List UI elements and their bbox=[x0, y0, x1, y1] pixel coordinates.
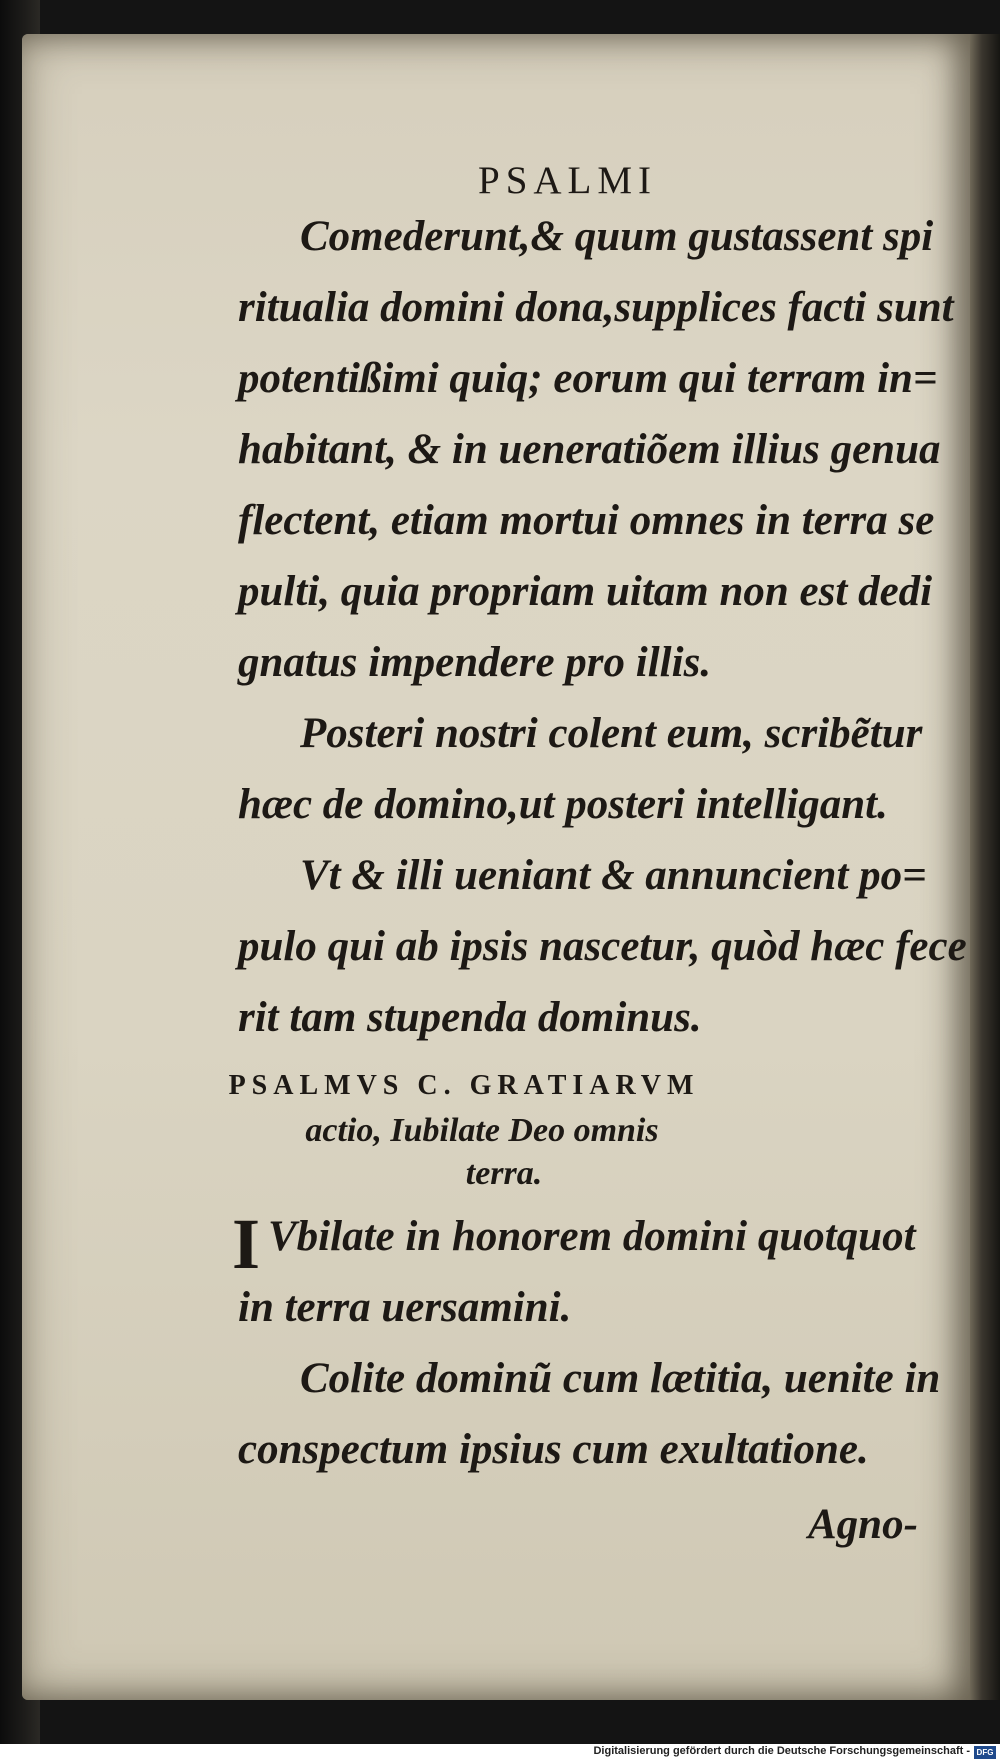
body-line: hæc de domino,ut posteri intelligant. bbox=[238, 781, 888, 828]
psalm-heading-subtitle: actio, Iubilate Deo omnis bbox=[305, 1112, 659, 1149]
drop-capital: I bbox=[232, 1204, 261, 1284]
body-line: pulti, quia propriam uitam non est dedi bbox=[238, 568, 933, 615]
footer-credit: Digitalisierung gefördert durch die Deutsche Forschungsgemeinschaft - bbox=[593, 1745, 970, 1757]
body-line: potentißimi quiq; eorum qui terram in= bbox=[238, 355, 938, 402]
psalm-line: in terra uersamini. bbox=[238, 1284, 572, 1331]
body-line: gnatus impendere pro illis. bbox=[238, 639, 712, 686]
dfg-logo: DFG bbox=[974, 1746, 996, 1759]
psalm-heading-title: PSALMVS C. GRATIARVM bbox=[228, 1070, 700, 1101]
body-line: habitant, & in ueneratiõem illius genua bbox=[238, 426, 941, 473]
body-line: ritualia domini dona,supplices facti sunt bbox=[238, 284, 954, 331]
body-line: flectent, etiam mortui omnes in terra se bbox=[238, 497, 935, 544]
catchword: Agno- bbox=[808, 1501, 918, 1548]
psalm-heading-subtitle-end: terra. bbox=[465, 1155, 543, 1192]
running-head: PSALMI bbox=[478, 159, 658, 202]
body-line: Vt & illi ueniant & annuncient po= bbox=[300, 852, 927, 899]
body-line: rit tam stupenda dominus. bbox=[238, 994, 702, 1041]
psalm-line: conspectum ipsius cum exultatione. bbox=[238, 1426, 869, 1473]
body-line: pulo qui ab ipsis nascetur, quòd hæc fece bbox=[238, 923, 967, 970]
body-line: Posteri nostri colent eum, scribẽtur bbox=[300, 710, 923, 757]
body-line: Comederunt,& quum gustassent spi bbox=[300, 213, 934, 260]
psalm-line: Vbilate in honorem domini quotquot bbox=[268, 1213, 916, 1260]
psalm-line: Colite dominũ cum lætitia, uenite in bbox=[300, 1355, 941, 1402]
